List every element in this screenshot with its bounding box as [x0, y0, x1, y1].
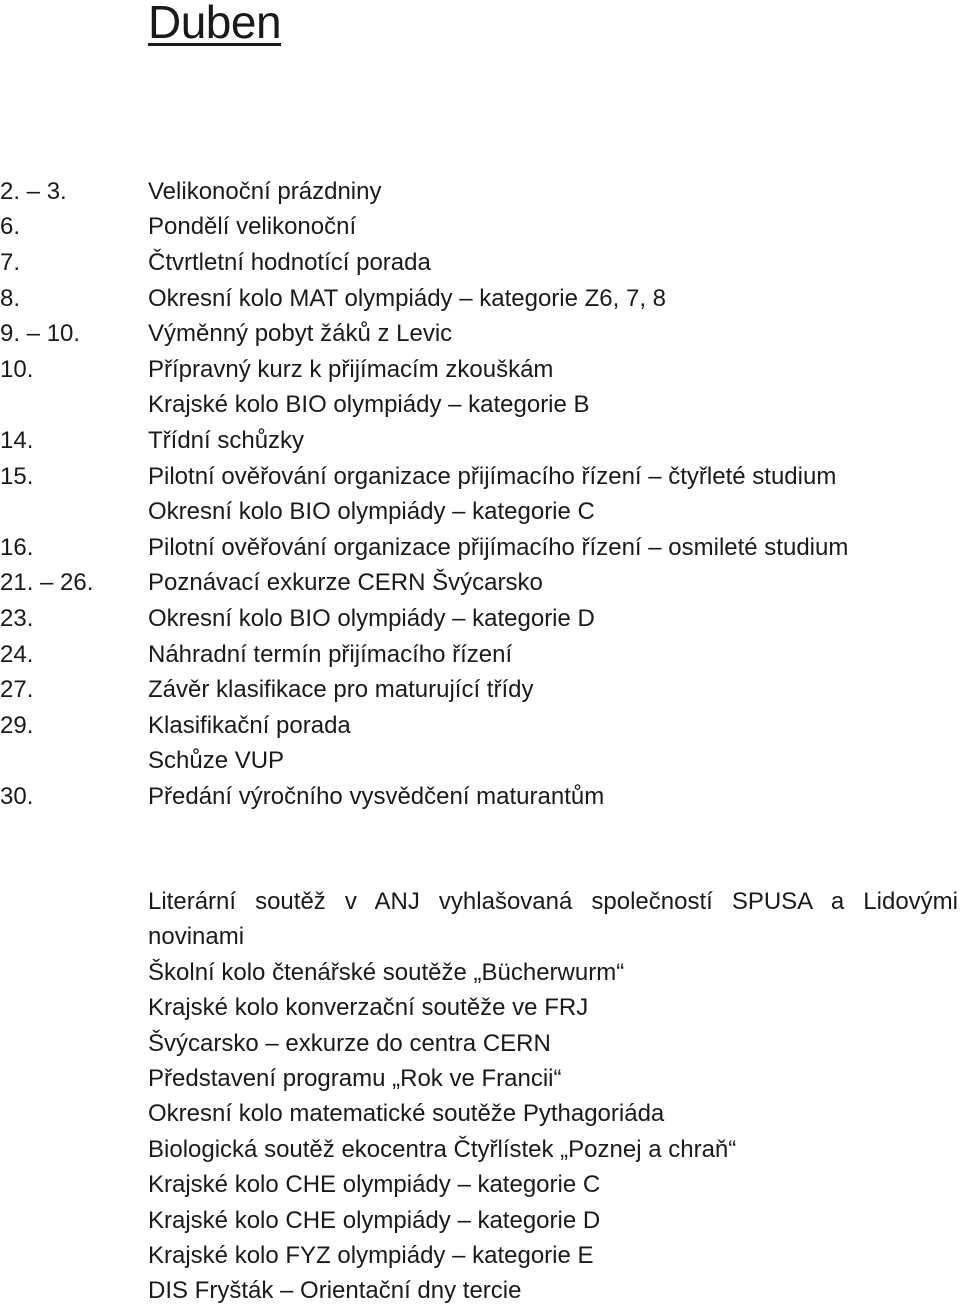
- schedule-row: [0, 210, 960, 246]
- schedule-date: 2. – 3.: [0, 177, 67, 205]
- other-event-item: Literární soutěž v ANJ vyhlašovaná společností SPUSA a Lidovými novinami: [148, 888, 958, 951]
- schedule-date: 16.: [0, 533, 34, 561]
- schedule-date: 7.: [0, 248, 21, 276]
- other-event-item: Představení programu „Rok ve Francii“: [148, 1065, 562, 1093]
- other-event-item: Školní kolo čtenářské soutěže „Bücherwurm“: [148, 958, 625, 986]
- schedule-event: Náhradní termín přijímacího řízení: [148, 640, 513, 668]
- schedule-event: Krajské kolo BIO olympiády – kategorie B: [148, 391, 590, 419]
- schedule-row: [0, 352, 960, 388]
- schedule-row: [0, 316, 960, 352]
- other-event-item: Okresní kolo matematické soutěže Pythagoriáda: [148, 1100, 665, 1128]
- schedule-row: [0, 459, 960, 495]
- schedule-event: Čtvrtletní hodnotící porada: [148, 248, 431, 276]
- schedule-event: Závěr klasifikace pro maturující třídy: [148, 676, 534, 704]
- schedule-date: 24.: [0, 640, 34, 668]
- schedule-row: [0, 744, 960, 780]
- schedule-list: [0, 174, 960, 815]
- schedule-row: [0, 566, 960, 602]
- schedule-row: [0, 388, 960, 424]
- schedule-event: Poznávací exkurze CERN Švýcarsko: [148, 569, 543, 597]
- schedule-date: 14.: [0, 426, 34, 454]
- schedule-event: Třídní schůzky: [148, 426, 305, 454]
- schedule-event: Přípravný kurz k přijímacím zkouškám: [148, 355, 554, 383]
- schedule-date: 10.: [0, 355, 34, 383]
- schedule-event: Předání výročního vysvědčení maturantům: [148, 782, 605, 810]
- schedule-date: 6.: [0, 213, 21, 241]
- schedule-row: [0, 174, 960, 210]
- schedule-date: 15.: [0, 462, 34, 490]
- schedule-event: Klasifikační porada: [148, 711, 351, 739]
- schedule-row: [0, 779, 960, 815]
- schedule-event: Velikonoční prázdniny: [148, 177, 382, 205]
- schedule-date: 9. – 10.: [0, 320, 81, 348]
- schedule-row: [0, 423, 960, 459]
- schedule-date: 23.: [0, 604, 34, 632]
- other-event-item: Krajské kolo FYZ olympiády – kategorie E: [148, 1242, 594, 1270]
- schedule-event: Okresní kolo BIO olympiády – kategorie C: [148, 498, 595, 526]
- schedule-row: [0, 601, 960, 637]
- schedule-event: Pilotní ověřování organizace přijímacího řízení – čtyřleté studium: [148, 462, 837, 490]
- schedule-event: Schůze VUP: [148, 747, 285, 775]
- schedule-date: 27.: [0, 676, 34, 704]
- schedule-row: [0, 494, 960, 530]
- schedule-row: [0, 245, 960, 281]
- other-event-item: Švýcarsko – exkurze do centra CERN: [148, 1029, 551, 1057]
- schedule-row: [0, 672, 960, 708]
- page-title: Duben: [148, 0, 282, 48]
- other-event-item: Krajské kolo CHE olympiády – kategorie C: [148, 1171, 601, 1199]
- schedule-row: [0, 530, 960, 566]
- schedule-date: 29.: [0, 711, 34, 739]
- schedule-date: 30.: [0, 782, 34, 810]
- schedule-event: Pilotní ověřování organizace přijímacího řízení – osmileté studium: [148, 533, 849, 561]
- schedule-row: [0, 281, 960, 317]
- other-event-item: Biologická soutěž ekocentra Čtyřlístek „Poznej a chraň“: [148, 1135, 737, 1163]
- schedule-event: Okresní kolo BIO olympiády – kategorie D: [148, 604, 595, 632]
- schedule-row: [0, 637, 960, 673]
- schedule-event: Pondělí velikonoční: [148, 213, 357, 241]
- schedule-date: 21. – 26.: [0, 569, 94, 597]
- schedule-event: Okresní kolo MAT olympiády – kategorie Z6, 7, 8: [148, 284, 667, 312]
- schedule-date: 8.: [0, 284, 21, 312]
- schedule-event: Výměnný pobyt žáků z Levic: [148, 320, 453, 348]
- other-event-item: DIS Fryšták – Orientační dny tercie: [148, 1277, 522, 1305]
- other-events-list: [148, 884, 958, 1309]
- other-event-item: Krajské kolo CHE olympiády – kategorie D: [148, 1206, 601, 1234]
- schedule-row: [0, 708, 960, 744]
- other-event-item: Krajské kolo konverzační soutěže ve FRJ: [148, 994, 589, 1022]
